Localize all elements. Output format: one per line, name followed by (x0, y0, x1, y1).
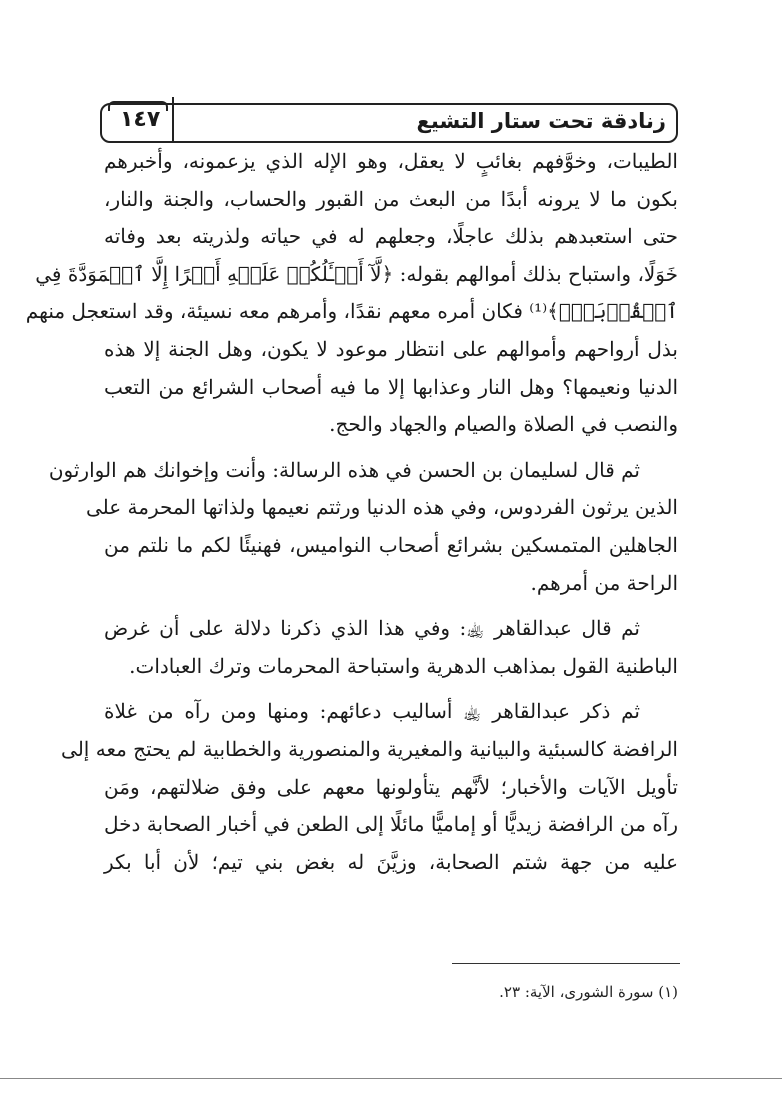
page-number: ١٤٧ (120, 107, 161, 132)
paragraph-3 (104, 610, 678, 685)
paragraph-4 (61, 693, 678, 881)
text-line: الدنيا ونعيمها؟ وهل النار وعذابها إلا ما فيه أصحاب الشرائع من التعب (104, 374, 678, 399)
text-line: بكون ما لا يرونه أبدًا من البعث من القبور والحساب، والجنة والنار، (104, 186, 678, 211)
text-line: الرافضة كالسبئية والبيانية والمغيرية والمنصورية والخطابية لم يحتج معه إلى (61, 736, 678, 761)
text-line: عليه من جهة شتم الصحابة، وزيَّنَ له بغض بني تيم؛ لأن أبا بكر (104, 849, 678, 874)
text-line: رآه من الرافضة زيديًّا أو إماميًّا مائلًا إلى الطعن في أخبار الصحابة دخل (104, 812, 678, 837)
page-header (100, 103, 678, 143)
text-line: حتى استعبدهم بذلك عاجلًا، وجعلهم له في حياته ولذريته بعد وفاته (104, 224, 678, 249)
text-line: والنصب في الصلاة والصيام والجهاد والحج. (329, 412, 678, 437)
text-line: الجاهلين المتمسكين بشرائع أصحاب النواميس، فهنيئًا لكم ما نلتم من (104, 532, 678, 557)
text-line: ٱلۡقُرۡبَىٰۗ﴾⁽¹⁾ فكان أمره معهم نقدًا، وأمرهم معه نسيئة، وقد استعجل منهم (25, 299, 678, 324)
running-title: زنادقة تحت ستار التشيع (416, 109, 666, 133)
footnote: (١) سورة الشورى، الآية: ٢٣. (499, 983, 678, 1001)
text-line: ثم ذكر عبدالقاهر ﵀ أساليب دعائهم: ومنها ومن رآه من غلاة (104, 699, 640, 724)
text-line: بذل أرواحهم وأموالهم على انتظار موعود لا يكون، وهل الجنة إلا هذه (104, 336, 678, 361)
header-divider (172, 97, 174, 143)
paragraph-1 (25, 143, 678, 444)
text-line: الذين يرثون الفردوس، وفي هذه الدنيا ورثتم نعيمها ولذاتها المحرمة على (85, 495, 678, 520)
footnote-separator (452, 963, 680, 964)
text-line: ثم قال عبدالقاهر ﵀: وفي هذا الذي ذكرنا دلالة على أن غرض (104, 616, 640, 641)
text-line: الباطنية القول بمذاهب الدهرية واستباحة المحرمات وترك العبادات. (129, 653, 678, 678)
text-line: ثم قال لسليمان بن الحسن في هذه الرسالة: وأنت وإخوانك هم الوارثون (48, 457, 640, 482)
text-line: تأويل الآيات والأخبار؛ لأنَّهم يتأولونها معهم على وفق ضلالتهم، ومَن (104, 774, 678, 799)
page-bottom-rule (0, 1078, 782, 1079)
text-line: خَوَلًا، واستباح بذلك أموالهم بقوله: ﴿لَّآ أَسۡـَٔلُكُمۡ عَلَيۡهِ أَجۡرًا إِلَّا ٱلۡمَوَدَّةَ فِي (35, 261, 678, 286)
body-text (25, 143, 678, 881)
paragraph-2 (48, 452, 678, 602)
text-line: الراحة من أمرهم. (530, 570, 678, 595)
text-line: الطيبات، وخوَّفهم بغائبٍ لا يعقل، وهو الإله الذي يزعمونه، وأخبرهم (104, 149, 678, 173)
